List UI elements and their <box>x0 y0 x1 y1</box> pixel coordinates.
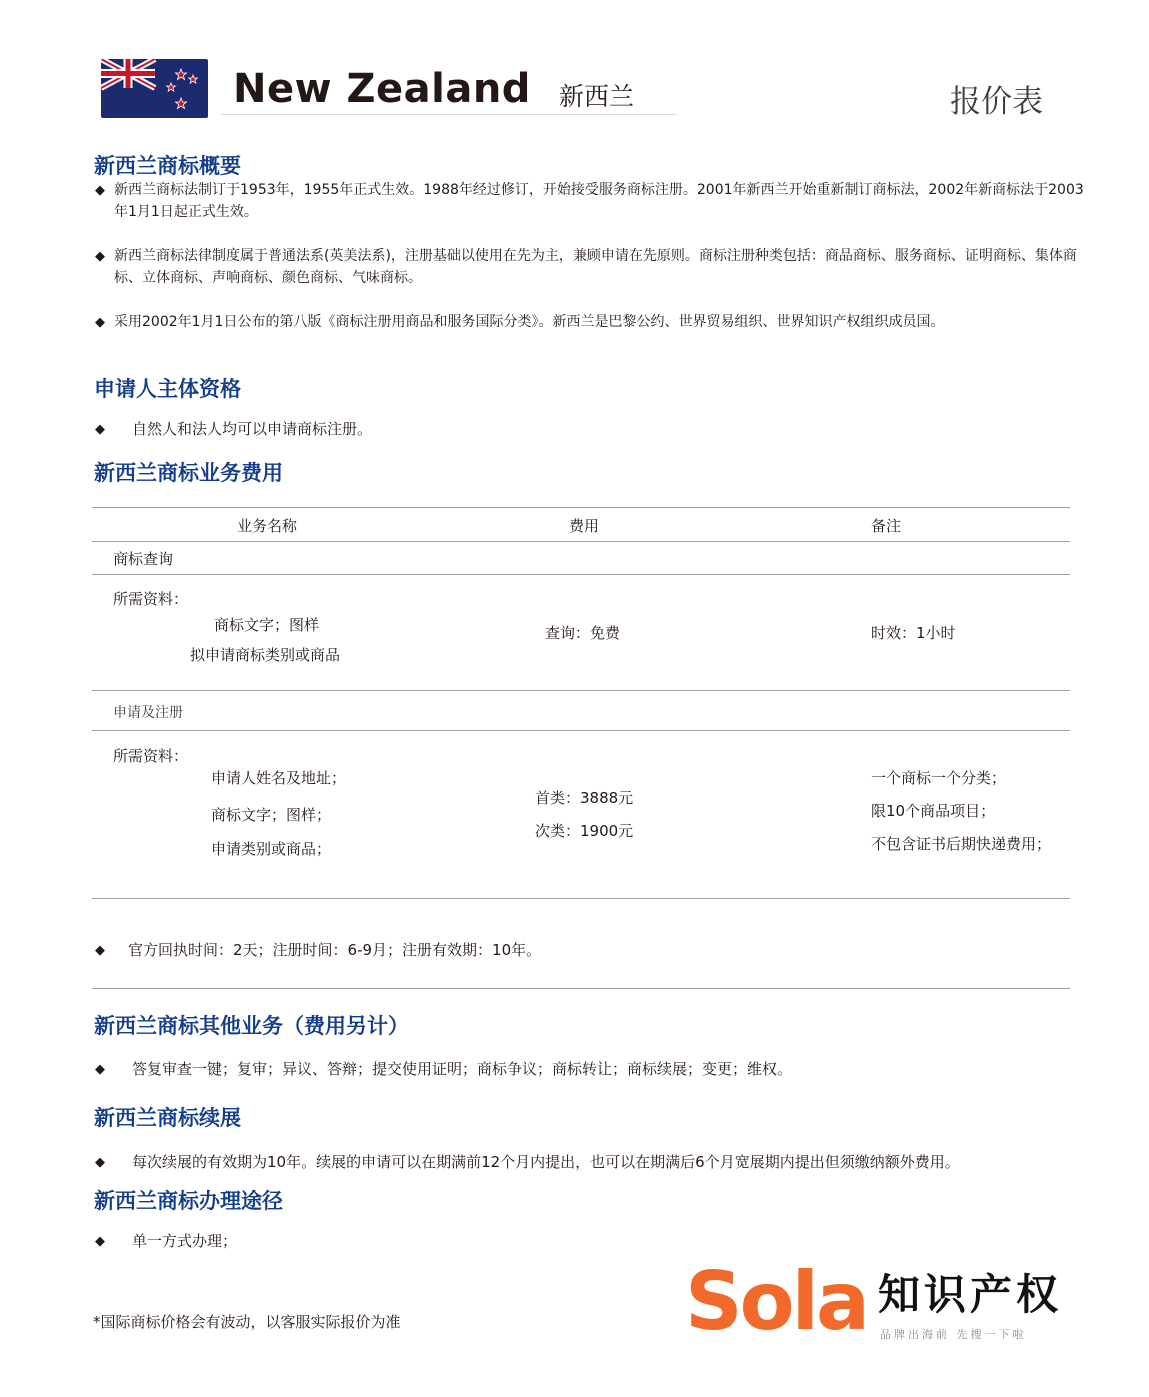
search-fee: 查询：免费 <box>545 624 621 642</box>
search-material-2: 拟申请商标类别或商品 <box>190 646 341 664</box>
renewal-heading: 新西兰商标续展 <box>94 1106 241 1130</box>
channel-bullet: 单一方式办理； <box>132 1232 238 1250</box>
registration-material-1: 申请人姓名及地址； <box>211 769 347 787</box>
logo-tagline: 品牌出海前 先搜一下啦 <box>880 1328 1027 1341</box>
applicant-heading: 申请人主体资格 <box>94 377 241 401</box>
logo-cn-text: 知识产权 <box>878 1270 1063 1319</box>
new-zealand-flag-icon <box>101 59 208 118</box>
applicant-bullet: 自然人和法人均可以申请商标注册。 <box>132 420 373 438</box>
service-name-search: 商标查询 <box>113 550 174 568</box>
table-rule <box>92 507 1070 508</box>
country-name-en: New Zealand <box>233 66 531 112</box>
service-name-registration: 申请及注册 <box>113 705 183 721</box>
section-divider <box>92 988 1070 989</box>
search-material-1: 商标文字；图样 <box>214 616 320 634</box>
table-rule <box>92 898 1070 899</box>
overview-heading: 新西兰商标概要 <box>94 154 241 178</box>
renewal-bullet: 每次续展的有效期为10年。续展的申请可以在期满前12个月内提出，也可以在期满后6个月宽展期内提出但须缴纳额外费用。 <box>132 1153 960 1171</box>
diamond-bullet-icon: ◆ <box>95 315 105 330</box>
diamond-bullet-icon: ◆ <box>95 1062 105 1077</box>
diamond-bullet-icon: ◆ <box>95 1155 105 1170</box>
table-header-name: 业务名称 <box>237 517 298 535</box>
document-type-label: 报价表 <box>950 84 1043 120</box>
fees-heading: 新西兰商标业务费用 <box>94 461 283 485</box>
registration-fee-next: 次类：1900元 <box>535 822 634 840</box>
header-divider <box>221 114 676 115</box>
diamond-bullet-icon: ◆ <box>95 943 105 958</box>
overview-bullet-2: 新西兰商标法律制度属于普通法系(英美法系)，注册基础以使用在先为主，兼顾申请在先原则。商标注册种类包括：商品商标、服务商标、证明商标、集体商标、立体商标、声响商标、颜色商标、气味商标。 <box>114 248 1077 286</box>
table-rule <box>92 730 1070 731</box>
registration-remark-2: 限10个商品项目； <box>871 802 996 820</box>
diamond-bullet-icon: ◆ <box>95 422 105 437</box>
diamond-bullet-icon: ◆ <box>95 249 105 264</box>
materials-label: 所需资料： <box>113 747 189 765</box>
table-rule <box>92 541 1070 542</box>
other-services-heading: 新西兰商标其他业务（费用另计） <box>94 1014 409 1038</box>
table-rule <box>92 574 1070 575</box>
timeline-bullet: 官方回执时间：2天；注册时间：6-9月；注册有效期：10年。 <box>128 941 542 959</box>
registration-fee-first: 首类：3888元 <box>535 789 634 807</box>
registration-material-2: 商标文字；图样； <box>211 806 332 824</box>
registration-remark-1: 一个商标一个分类； <box>871 769 1007 787</box>
other-services-bullet: 答复审查一键；复审；异议、答辩；提交使用证明；商标争议；商标转让；商标续展；变更；维权。 <box>132 1060 793 1078</box>
table-header-remark: 备注 <box>871 517 902 535</box>
diamond-bullet-icon: ◆ <box>95 183 105 198</box>
overview-bullet-1: 新西兰商标法制订于1953年，1955年正式生效。1988年经过修订，开始接受服务商标注册。2001年新西兰开始重新制订商标法，2002年新商标法于2003年1月1日起正式生效。 <box>114 182 1084 220</box>
country-name-cn: 新西兰 <box>559 82 635 111</box>
search-remark: 时效：1小时 <box>871 624 956 642</box>
channel-heading: 新西兰商标办理途径 <box>94 1189 283 1213</box>
sola-logo: Sola <box>685 1255 867 1348</box>
registration-remark-3: 不包含证书后期快递费用； <box>871 835 1052 853</box>
diamond-bullet-icon: ◆ <box>95 1234 105 1249</box>
price-disclaimer: *国际商标价格会有波动，以客服实际报价为准 <box>93 1313 401 1331</box>
table-header-fee: 费用 <box>569 517 600 535</box>
materials-label: 所需资料： <box>113 590 189 608</box>
overview-bullet-3: 采用2002年1月1日公布的第八版《商标注册用商品和服务国际分类》。新西兰是巴黎公约、世界贸易组织、世界知识产权组织成员国。 <box>114 314 945 330</box>
table-rule <box>92 690 1070 691</box>
registration-material-3: 申请类别或商品； <box>211 840 332 858</box>
